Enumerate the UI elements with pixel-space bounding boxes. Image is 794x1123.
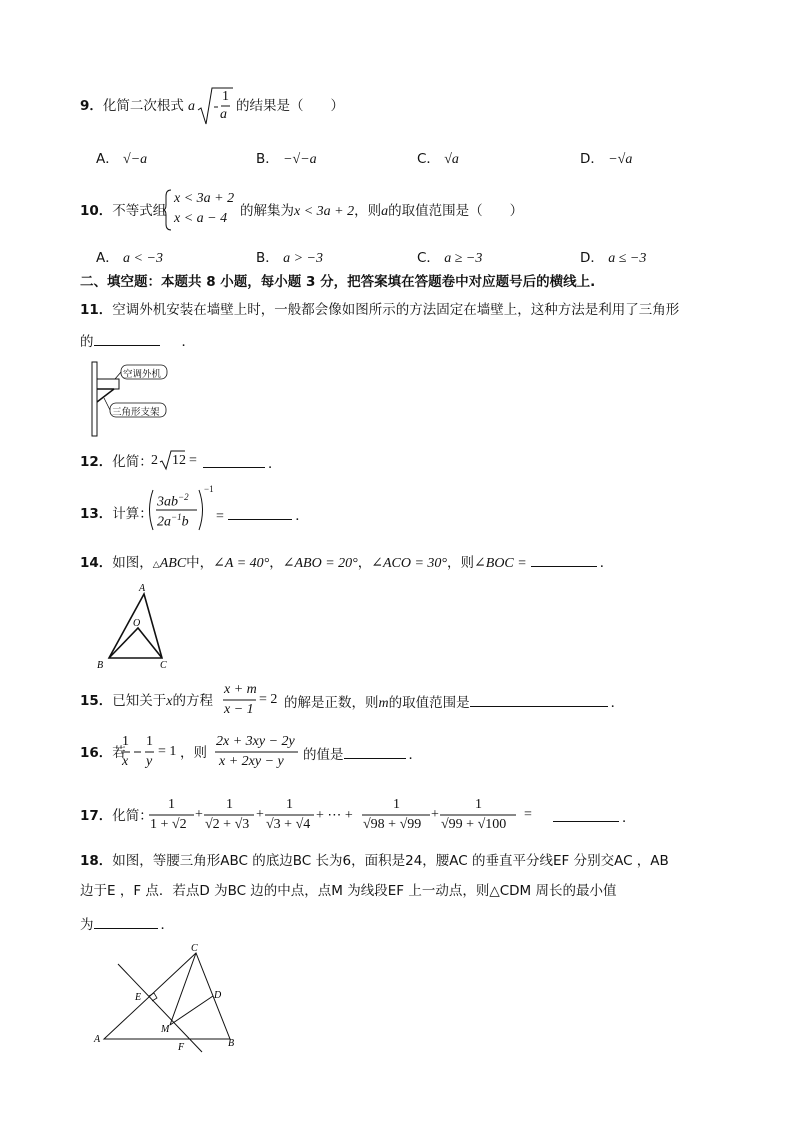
q13-outer-exp: −1 bbox=[204, 484, 214, 494]
q13-end: ． bbox=[295, 508, 309, 524]
q14-text: 如图， bbox=[112, 555, 153, 571]
q17-eq: = bbox=[524, 807, 532, 822]
q14-figure bbox=[94, 582, 174, 672]
option-label: A． bbox=[96, 151, 119, 167]
q17-expr: 1 1 + √2 + 1 √2 + √3 + 1 √3 + √4 + ⋯ + 1 √98 + √99 + 1 √99 + √100 = bbox=[148, 795, 548, 835]
option-value: √−a bbox=[123, 152, 148, 167]
q18-text1: 如图，等腰三角形ABC 的底边BC 长为6，面积是24，腰AC 的垂直平分线EF 分别交AC ，AB bbox=[112, 853, 669, 869]
q14-cond3: ∠ACO = 30° bbox=[371, 556, 448, 571]
q11-line2-post: ． bbox=[181, 334, 195, 350]
q12-end: ． bbox=[268, 456, 282, 472]
q12-expr bbox=[151, 448, 211, 474]
q11-line2-pre: 的 bbox=[80, 334, 94, 350]
q14-label-a: A bbox=[139, 583, 146, 594]
q17-term5-den: √99 + √100 bbox=[441, 817, 507, 832]
q12-eq: = bbox=[189, 453, 197, 468]
q15-t2: 的方程 bbox=[172, 693, 214, 709]
q18-number: 18． bbox=[80, 853, 113, 869]
q11-text: 空调外机安装在墙壁上时，一般都会像如图所示的方法固定在墙壁上，这种方法是利用了三角形 bbox=[112, 302, 680, 318]
q15-rest bbox=[284, 692, 624, 713]
q13-stem bbox=[80, 505, 153, 523]
q13-answer-blank[interactable] bbox=[228, 505, 292, 520]
option-label: B． bbox=[256, 151, 279, 167]
q18-label-d: D bbox=[214, 990, 222, 1001]
q9-stem bbox=[80, 97, 184, 115]
option-value: a > −3 bbox=[283, 251, 323, 266]
q17-term5-num: 1 bbox=[475, 797, 482, 812]
q10-text: 不等式组 bbox=[112, 203, 167, 219]
q12-answer bbox=[203, 453, 282, 473]
q18-line2: 边于E ，F 点．若点D 为BC 边的中点，点M 为线段EF 上一动点，则△CDM 周长的最小值 bbox=[80, 883, 617, 899]
q17-term1-den: 1 + √2 bbox=[150, 817, 187, 832]
q12-number: 12． bbox=[80, 454, 113, 470]
q10-stem bbox=[80, 202, 166, 220]
option-label: D． bbox=[580, 250, 604, 266]
option-label: C． bbox=[417, 250, 440, 266]
q16-frac-den: x + 2xy − y bbox=[219, 754, 284, 769]
q15-fraction bbox=[222, 680, 282, 720]
q17-number: 17． bbox=[80, 808, 113, 824]
q17-answer-blank[interactable] bbox=[553, 807, 619, 822]
q13-num-exp: −2 bbox=[178, 492, 189, 502]
q17-term1-num: 1 bbox=[168, 797, 175, 812]
q11-answer-blank[interactable] bbox=[94, 331, 160, 346]
q14-stem: 14．如图，△ABC中，∠A = 40°，∠ABO = 20°，∠ACO = 30°，则∠BOC = ． bbox=[80, 552, 613, 574]
q11-number: 11． bbox=[80, 302, 113, 318]
q11-label-bracket: 三角形支架 bbox=[112, 407, 160, 418]
q17-end: ． bbox=[622, 810, 636, 826]
option-value: a ≤ −3 bbox=[608, 251, 647, 266]
q10-system bbox=[162, 189, 238, 231]
q10-option-d[interactable] bbox=[580, 249, 646, 268]
q10-number: 10． bbox=[80, 203, 113, 219]
q10-tail2: 的取值范围是（ ） bbox=[388, 203, 524, 219]
q16-stem bbox=[80, 744, 126, 762]
option-label: B． bbox=[256, 250, 279, 266]
q17-term4-num: 1 bbox=[393, 797, 400, 812]
q18-label-b: B bbox=[228, 1038, 235, 1049]
q9-text: 化简二次根式 bbox=[102, 98, 184, 114]
q9-coef: a bbox=[188, 99, 195, 114]
q13-den-a: 2a bbox=[157, 514, 171, 530]
q9-option-c[interactable] bbox=[417, 150, 459, 169]
q16-t2: 的值是 bbox=[303, 747, 344, 763]
q10-tail: ，则 bbox=[354, 203, 382, 219]
option-value: √a bbox=[444, 152, 459, 167]
q14-end: ． bbox=[599, 555, 614, 571]
q13-answer bbox=[216, 505, 309, 526]
q10-brace bbox=[162, 189, 172, 231]
q14-mid: 中， bbox=[186, 555, 214, 571]
q15-answer-blank[interactable] bbox=[470, 692, 608, 707]
section-heading: 二、填空题：本题共 8 小题，每小题 3 分，把答案填在答题卷中对应题号后的横线上. bbox=[80, 274, 596, 290]
q9-number: 9． bbox=[80, 98, 103, 114]
q9-tail: 的结果是（ ） bbox=[236, 98, 344, 114]
q11-bracket-diag bbox=[97, 389, 114, 402]
q17-term3-num: 1 bbox=[286, 797, 293, 812]
q15-frac-num: x + m bbox=[224, 682, 257, 697]
q18-segment-cm bbox=[170, 953, 196, 1025]
q10-system-line2: x < a − 4 bbox=[174, 211, 228, 226]
q14-number: 14． bbox=[80, 555, 113, 571]
q17-answer bbox=[553, 807, 636, 827]
q14-answer-blank[interactable] bbox=[531, 552, 597, 567]
q11-line2 bbox=[80, 331, 195, 351]
q16-frac-num: 2x + 3xy − 2y bbox=[216, 734, 295, 749]
q18-segment-md bbox=[170, 996, 213, 1025]
q14-sep: ， bbox=[357, 555, 372, 571]
q9-radical-expr bbox=[188, 86, 234, 126]
q16-rhs: = 1 bbox=[158, 744, 177, 759]
q12-stem bbox=[80, 453, 153, 471]
q18-line3-pre: 为 bbox=[80, 917, 94, 933]
q11-wall bbox=[92, 362, 97, 436]
q9-num: 1 bbox=[222, 89, 229, 104]
q9-den: a bbox=[220, 107, 227, 122]
q17-term2-den: √2 + √3 bbox=[205, 817, 250, 832]
q18-label-e: E bbox=[135, 992, 142, 1003]
q16-b-num: 1 bbox=[146, 734, 153, 749]
q18-answer-blank[interactable] bbox=[94, 914, 158, 929]
q14-cond2: ∠ABO = 20° bbox=[282, 556, 358, 571]
q18-figure bbox=[92, 942, 242, 1054]
q13-eq: = bbox=[216, 509, 224, 524]
q9-option-d[interactable] bbox=[580, 150, 632, 169]
q15-stem bbox=[80, 692, 213, 711]
q16-fraction bbox=[214, 732, 304, 772]
q13-den-b: b bbox=[181, 514, 189, 530]
q15-end: ． bbox=[610, 695, 625, 711]
q16-a-num: 1 bbox=[122, 734, 129, 749]
option-value: −√−a bbox=[283, 152, 317, 167]
q13-den-exp: −1 bbox=[171, 512, 182, 522]
q10-option-b[interactable] bbox=[256, 249, 323, 268]
q14-label-b: B bbox=[97, 660, 104, 671]
option-value: a ≥ −3 bbox=[444, 251, 483, 266]
q15-number: 15． bbox=[80, 693, 113, 709]
q15-var2: m bbox=[378, 696, 389, 711]
q14-triangle: ABC bbox=[159, 556, 187, 571]
q15-t4: 的取值范围是 bbox=[388, 695, 470, 711]
q18-label-a: A bbox=[94, 1034, 101, 1045]
q10-option-a[interactable] bbox=[96, 249, 163, 268]
q13-expr bbox=[146, 484, 216, 532]
q18-line3 bbox=[80, 914, 174, 934]
q17-term4-den: √98 + √99 bbox=[363, 817, 422, 832]
q18-line1 bbox=[80, 852, 669, 870]
q18-label-m: M bbox=[161, 1024, 170, 1035]
q16-a-den: x bbox=[122, 754, 129, 769]
q15-rhs: = 2 bbox=[259, 692, 278, 707]
q9-option-a[interactable] bbox=[96, 150, 147, 169]
q15-text: 已知关于 bbox=[112, 693, 167, 709]
q17-term3-den: √3 + √4 bbox=[266, 817, 311, 832]
q14-ask: ∠BOC = bbox=[474, 556, 527, 571]
q17-stem bbox=[80, 807, 153, 825]
q12-coef: 2 bbox=[151, 453, 158, 468]
q18-label-f: F bbox=[178, 1042, 185, 1053]
q14-label-c: C bbox=[160, 660, 167, 671]
q13-num-expr: 3ab bbox=[157, 494, 178, 510]
option-label: D． bbox=[580, 151, 604, 167]
q16-number: 16． bbox=[80, 745, 113, 761]
q16-rest bbox=[303, 744, 422, 764]
q10-mid: 的解集为 bbox=[240, 203, 294, 219]
q14-label-o: O bbox=[133, 618, 141, 629]
option-label: A． bbox=[96, 250, 119, 266]
q11-ac-unit bbox=[97, 379, 119, 389]
q10-system-line1: x < 3a + 2 bbox=[174, 191, 235, 206]
q12-answer-blank[interactable] bbox=[203, 453, 265, 468]
q11-line1 bbox=[80, 301, 679, 319]
q17-term2-num: 1 bbox=[226, 797, 233, 812]
q13-number: 13． bbox=[80, 506, 113, 522]
q12-text: 化简： bbox=[112, 454, 153, 470]
q10-option-c[interactable] bbox=[417, 249, 482, 268]
q17-dots: + ⋯ + bbox=[316, 808, 353, 823]
q18-right-angle-mark bbox=[149, 993, 157, 1001]
q11-label-ac: 空调外机 bbox=[123, 369, 162, 380]
q17-text: 化简： bbox=[112, 808, 153, 824]
q10-rest bbox=[240, 202, 523, 221]
option-label: C． bbox=[417, 151, 440, 167]
q15-var: x bbox=[166, 694, 173, 709]
q16-then: ，则 bbox=[180, 745, 207, 761]
q10-var: a bbox=[381, 204, 389, 219]
option-value: a < −3 bbox=[123, 251, 163, 266]
q13-text: 计算： bbox=[112, 506, 153, 522]
q10-solution: x < 3a + 2 bbox=[294, 204, 355, 219]
q14-cond1: ∠A = 40° bbox=[213, 556, 270, 571]
q16-answer-blank[interactable] bbox=[344, 744, 406, 759]
q16-end: ． bbox=[408, 747, 422, 763]
q14-sep: ， bbox=[269, 555, 283, 571]
q15-frac-den: x − 1 bbox=[224, 702, 254, 717]
q15-t3: 的解是正数，则 bbox=[284, 695, 379, 711]
q12-radicand: 12 bbox=[172, 453, 186, 468]
q16-text: 若 bbox=[112, 745, 126, 761]
q16-b-den: y bbox=[146, 754, 153, 769]
q18-label-c: C bbox=[191, 943, 198, 954]
option-value: −√a bbox=[608, 152, 633, 167]
q18-line3-post: ． bbox=[160, 917, 174, 933]
q14-then: ，则 bbox=[447, 555, 475, 571]
q9-option-b[interactable] bbox=[256, 150, 317, 169]
